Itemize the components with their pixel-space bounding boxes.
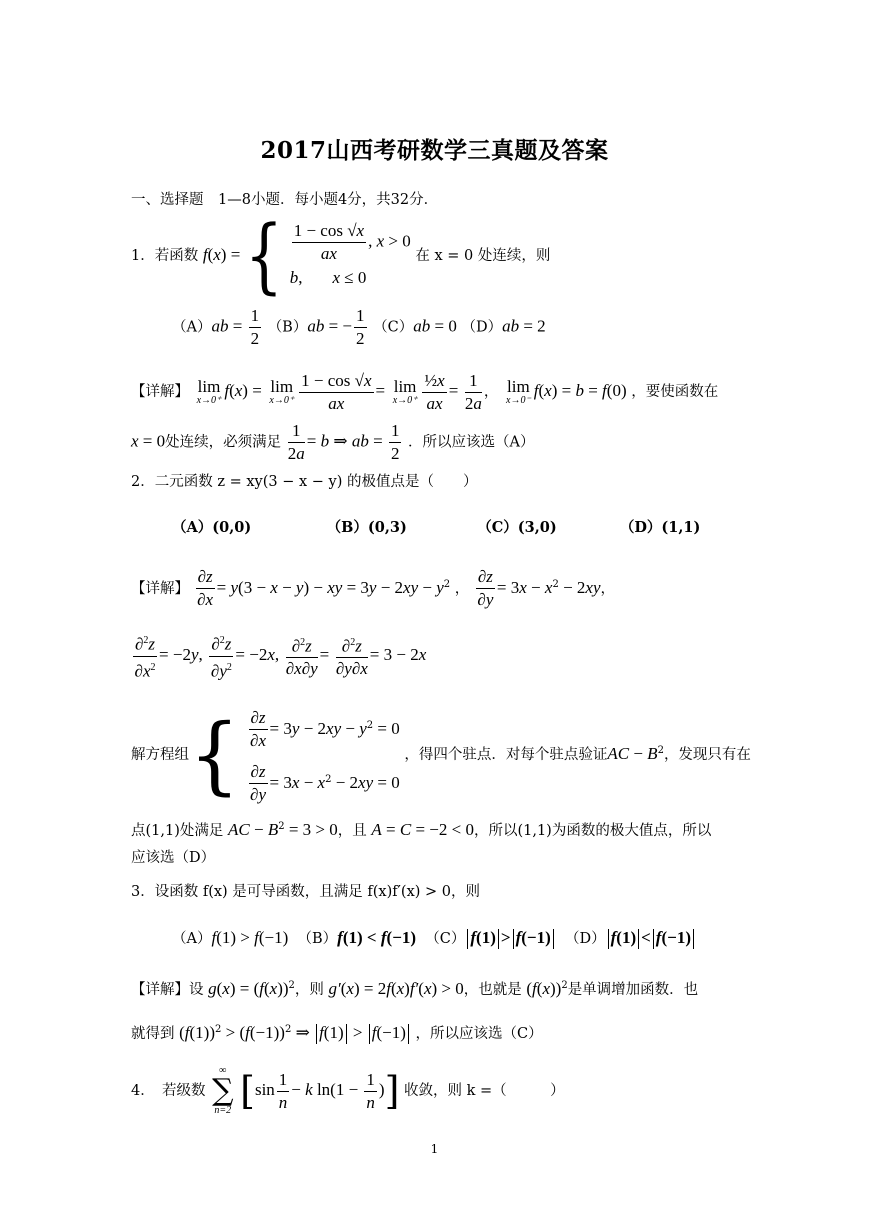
question-4: 4． 若级数 ∞ ∑ n=2 [sin $\frac{1}{n}$ − k ln(1 − $\frac{1}{n}$ )] 收敛，则 k =（ ） xyxy=(131,1065,565,1116)
question-2-detail: 【详解】 $\frac{\partial z}{\partial x}$ = y(3 − x − y) − xy = $3y - 2xy - y^2$ ， $\frac{\partial z}{\partial y}$ = $3x - x^2 - 2xy$， xyxy=(131,567,615,610)
left-brace-icon: { xyxy=(244,208,284,304)
question-3: 3．设函数 f(x) 是可导函数，且满足 f(x)f′(x) > 0，则 xyxy=(131,884,481,900)
question-1: 1．若函数 f(x) = { $\frac{1 - \cos √x}{ax}$ , x > 0 b, x ≤ 0 在 x = 0 处连续，则 xyxy=(131,208,551,304)
second-derivatives: $\frac{\partial^2z}{\partial x^2}$ = −2y, $\frac{\partial^2z}{\partial y^2}$ = −2x, $\frac{\partial^2z}{\partial x\partial y}$ = $\frac{\partial^2z}{\partial y\partial x}$ = 3 − 2x xyxy=(131,630,426,682)
question-3-options: （A）f(1) > f(−1) （B）f(1) < f(−1) （C） f(1) > f(−1) （D） f(1) < f(−1) xyxy=(172,928,696,949)
summation: ∞ ∑ n=2 xyxy=(212,1065,234,1116)
question-1-detail: 【详解】 lim x→0⁺ f(x) = lim x→0⁺ $\frac{1 - \cos √x}{ax}$ = lim x→0⁺ $\frac{\text{½x}}{ax}$ = $\frac{1}{2a}$ ， lim x→0⁻ f(x) = b = f(0) ，要使函数在 xyxy=(131,370,719,413)
page-title: 2017山西考研数学三真题及答案 xyxy=(260,137,609,164)
question-3-detail-cont: 就得到 $(f(1))^2 > (f(-1))^2$ ⇒ f(1) > f(−1) ，所以应该选（C） xyxy=(131,1022,543,1042)
question-2-conclusion: 点(1,1)处满足 AC − $B^2 = 3 > 0$，且 A = C = −2 < 0，所以(1,1)为函数的极大值点，所以 xyxy=(131,819,712,839)
question-1-options: （A）ab = $\frac{1}{2}$ （B）ab = − $\frac{1}{2}$ （C）ab = 0 （D）ab = 2 xyxy=(172,306,546,348)
question-3-detail: 【详解】设 $g(x) = (f(x))^2$，则 g′(x) = 2f(x)f′(x) > 0，也就是 $(f(x))^2$是单调增加函数．也 xyxy=(131,978,699,998)
question-2-answer: 应该选（D） xyxy=(131,850,216,866)
question-2: 2．二元函数 z = xy(3 − x − y) 的极值点是（ ） xyxy=(131,474,478,490)
left-brace-icon: { xyxy=(189,705,240,804)
question-1-detail-cont: x = 0处连续，必须满足 $\frac{1}{2a}$ = b ⇒ ab = $\frac{1}{2}$ ．所以应该选（A） xyxy=(131,421,535,463)
piecewise-cases: $\frac{1 - \cos √x}{ax}$ , x > 0 b, x ≤ 0 xyxy=(289,221,411,287)
question-2-options: （A）(0,0) （B）(0,3) （C）(3,0) （D）(1,1) xyxy=(172,519,701,536)
section-heading: 一、选择题 1—8小题．每小题4分，共32分． xyxy=(131,192,439,208)
page-number: 1 xyxy=(430,1142,439,1156)
question-2-system: 解方程组{ $\frac{\partial z}{\partial x}$ = $3y - 2xy - y^2 = 0$ $\frac{\partial z}{\partial y}$ = $3x - x^2 - 2xy = 0$ ，得四个驻点．对每个驻点验证AC − $B^2$，发现只有在 xyxy=(131,705,751,805)
